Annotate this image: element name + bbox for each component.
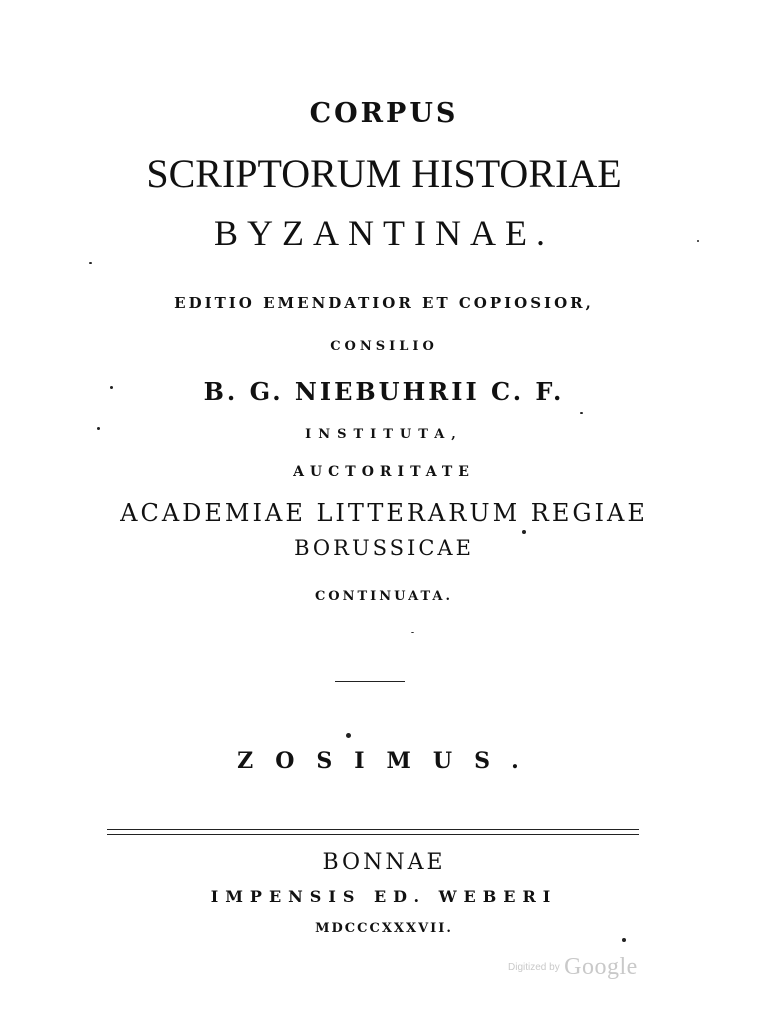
academy-name-continued: BORUSSICAE — [294, 536, 474, 560]
imprint-year: MDCCCXXXVII. — [315, 921, 453, 936]
imprint-publisher: IMPENSIS ED. WEBERI — [210, 887, 558, 906]
digitized-watermark — [508, 954, 638, 981]
watermark-prefix: Digitized by — [508, 962, 560, 973]
edition-note: EDITIO EMENDATIOR ET COPIOSIOR, — [174, 294, 594, 312]
series-title-corpus: CORPUS — [309, 98, 459, 129]
scan-speck — [346, 733, 351, 738]
scan-speck — [697, 240, 699, 242]
scan-speck — [110, 386, 113, 389]
scan-speck — [89, 262, 92, 264]
scan-speck — [411, 632, 414, 633]
scan-speck — [622, 938, 626, 942]
continuata-label: CONTINUATA. — [314, 589, 454, 604]
academy-name: ACADEMIAE LITTERARUM REGIAE — [120, 499, 648, 527]
founder-name: B. G. NIEBUHRII C. F. — [203, 377, 565, 406]
scan-speck — [580, 412, 583, 414]
imprint-place: BONNAE — [322, 850, 446, 875]
author-name: ZOSIMUS. — [237, 748, 541, 774]
series-title-scriptorum: SCRIPTORUM HISTORIAE — [146, 151, 622, 196]
long-divider-rule — [107, 829, 639, 835]
auctoritate-label: AUCTORITATE — [293, 464, 475, 480]
instituta-label: INSTITUTA, — [305, 427, 463, 442]
short-divider-rule — [335, 681, 405, 682]
google-logo: Google — [564, 954, 638, 980]
series-title-byzantinae: BYZANTINAE. — [214, 213, 554, 253]
scan-speck — [97, 427, 100, 430]
scan-speck — [522, 530, 526, 534]
consilio-label: CONSILIO — [330, 339, 438, 354]
